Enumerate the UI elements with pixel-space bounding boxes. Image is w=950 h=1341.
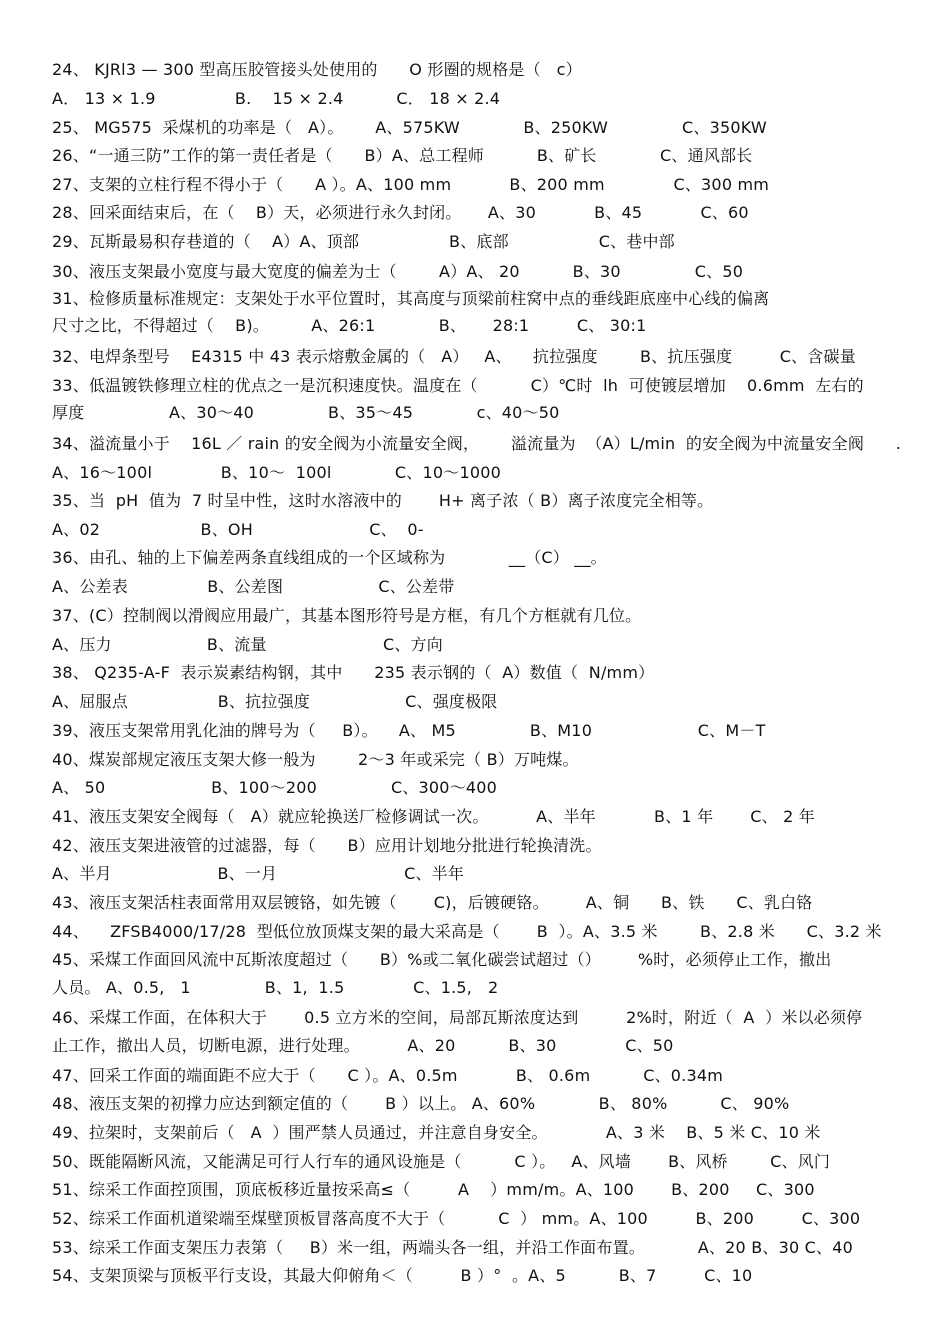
text-line: 38、 Q235-A-F 表示炭素结构钢，其中 235 表示钢的（ A）数值（ N/mm） <box>52 663 655 682</box>
text-line: 33、低温镀铁修理立柱的优点之一是沉积速度快。温度在（ C）℃时 lh 可使镀层增加 0.6mm 左右的 <box>52 376 864 395</box>
text-line: 41、液压支架安全阀每（ A）就应轮换送厂检修调试一次。 A、半年 B、1 年 C、 2 年 <box>52 807 815 826</box>
text-line: A、半月 B、一月 C、半年 <box>52 864 465 883</box>
text-line: A、02 B、OH C、 0- <box>52 520 424 539</box>
text-line: 43、液压支架活柱表面常用双层镀铬，如先镀（ C)，后镀硬铬。 A、铜 B、铁 C、乳白铬 <box>52 893 813 912</box>
text-line: 34、溢流量小于 16L ／ rain 的安全阀为小流量安全阀， 溢流量为 （A）L/min 的安全阀为中流量安全阀 . <box>52 434 902 453</box>
text-line: 31、检修质量标准规定：支架处于水平位置时，其高度与顶梁前柱窝中点的垂线距底座中心线的偏离 <box>52 289 770 308</box>
text-line: 人员。 A、0.5, 1 B、1, 1.5 C、1.5, 2 <box>52 978 499 997</box>
text-line: 42、液压支架进液管的过滤器，每（ B）应用计划地分批进行轮换清洗。 <box>52 836 602 855</box>
text-line: 25、 MG575 采煤机的功率是（ A）。 A、575KW B、250KW C、350KW <box>52 118 767 137</box>
text-line: A、 50 B、100～200 C、300～400 <box>52 778 498 797</box>
text-line: 51、综采工作面控顶围，顶底板移近量按采高≤（ A ）mm/m。A、100 B、200 C、300 <box>52 1180 815 1199</box>
text-line: 27、支架的立柱行程不得小于（ A ）。A、100 mm B、200 mm C、300 mm <box>52 175 770 194</box>
text-line: 52、综采工作面机道梁端至煤壁顶板冒落高度不大于（ C ） mm。A、100 B、200 C、300 <box>52 1209 861 1228</box>
text-line: A、屈服点 B、抗拉强度 C、强度极限 <box>52 692 498 711</box>
text-line: 28、回采面结束后，在（ B）天，必须进行永久封闭。 A、30 B、45 C、60 <box>52 203 749 222</box>
text-line: 54、支架顶梁与顶板平行支设，其最大仰俯角＜（ B ）° 。A、5 B、7 C、10 <box>52 1266 753 1285</box>
text-line: 39、液压支架常用乳化油的牌号为（ B）。 A、 M5 B、M10 C、M－T <box>52 721 766 740</box>
text-line: 35、当 pH 值为 7 时呈中性，这时水溶液中的 H+ 离子浓（ B）离子浓度完全相等。 <box>52 491 714 510</box>
text-line: 40、煤炭部规定液压支架大修一般为 2～3 年或采完（ B）万吨煤。 <box>52 750 579 769</box>
text-line: A、压力 B、流量 C、方向 <box>52 635 443 654</box>
text-line: A、公差表 B、公差图 C、公差带 <box>52 577 455 596</box>
text-line: 49、拉架时，支架前后（ A ）围严禁人员通过，并注意自身安全。 A、3 米 B、5 米 C、10 米 <box>52 1123 821 1142</box>
text-line: 37、(C）控制阀以滑阀应用最广，其基本图形符号是方框，有几个方框就有几位。 <box>52 606 642 625</box>
text-line: 尺寸之比，不得超过（ B)。 A、26:1 B、 28:1 C、 30:1 <box>52 316 647 335</box>
text-line: 26、“一通三防”工作的第一责任者是（ B）A、总工程师 B、矿长 C、通风部长 <box>52 146 753 165</box>
text-line: A． 13 × 1.9 B. 15 × 2.4 C． 18 × 2.4 <box>52 89 501 108</box>
text-line: 32、电焊条型号 E4315 中 43 表示熔敷金属的（ A） A、 抗拉强度 B、抗压强度 C、含碳量 <box>52 347 856 366</box>
text-line: 24、 KJRl3 — 300 型高压胶管接头处使用的 O 形圈的规格是（ c） <box>52 60 582 79</box>
text-line: 36、由孔、轴的上下偏差两条直线组成的一个区域称为 __（C） __。 <box>52 548 607 567</box>
text-line: 47、回采工作面的端面距不应大于（ C ）。A、0.5m B、 0.6m C、0.34m <box>52 1066 723 1085</box>
text-line: 止工作，撤出人员，切断电源，进行处理。 A、20 B、30 C、50 <box>52 1036 674 1055</box>
text-line: 45、采煤工作面回风流中瓦斯浓度超过（ B）%或二氧化碳尝试超过（） %时，必须停止工作，撤出 <box>52 950 832 969</box>
text-line: 29、瓦斯最易积存巷道的（ A）A、顶部 B、底部 C、巷中部 <box>52 232 675 251</box>
text-line: 48、液压支架的初撑力应达到额定值的（ B ）以上。 A、60% B、 80% C、 90% <box>52 1094 790 1113</box>
text-line: 44、 ZFSB4000/17/28 型低位放顶煤支架的最大采高是（ B ）。A、3.5 米 B、2.8 米 C、3.2 米 <box>52 922 882 941</box>
text-line: 50、既能隔断风流，又能满足可行人行车的通风设施是（ C ）。 A、风墙 B、风桥 C、风门 <box>52 1152 831 1171</box>
text-line: A、16～100l B、10～ 100l C、10～1000 <box>52 463 501 482</box>
text-line: 30、液压支架最小宽度与最大宽度的偏差为士（ A）A、 20 B、30 C、50 <box>52 262 744 281</box>
text-line: 46、采煤工作面，在体积大于 0.5 立方米的空间，局部瓦斯浓度达到 2%时，附近（ A ）米以必须停 <box>52 1008 863 1027</box>
text-line: 厚度 A、30～40 B、35～45 c、40～50 <box>52 403 560 422</box>
text-line: 53、综采工作面支架压力表第（ B）米一组，两端头各一组，并沿工作面布置。 A、20 B、30 C、40 <box>52 1238 853 1257</box>
